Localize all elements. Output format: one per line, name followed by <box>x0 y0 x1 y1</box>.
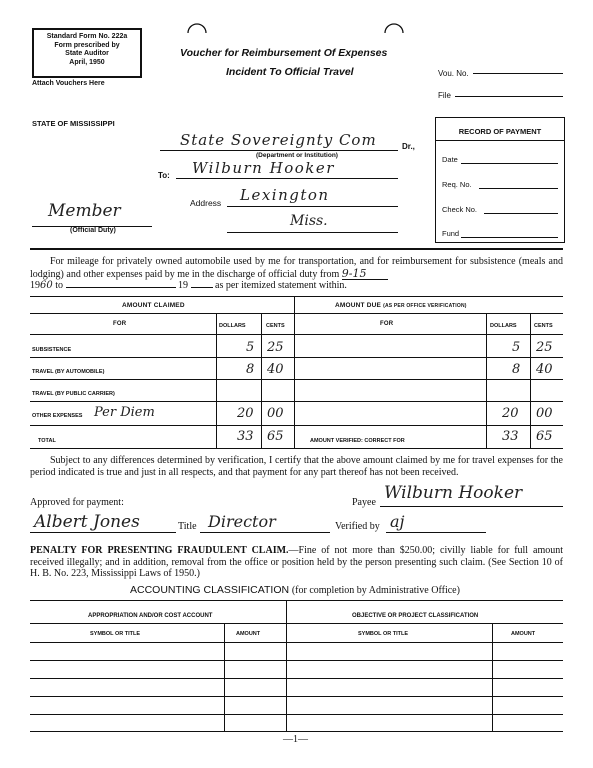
year-prefix: 19 <box>30 280 40 291</box>
title-field[interactable] <box>200 532 330 533</box>
accounting-row-2[interactable] <box>30 678 563 679</box>
due-dollars-header: DOLLARS <box>490 323 517 329</box>
payee-field[interactable] <box>380 506 563 507</box>
left-symbol-header: SYMBOL OR TITLE <box>90 631 141 637</box>
row-auto-dollars[interactable]: 8 <box>246 362 255 377</box>
record-req-label: Req. No. <box>442 180 472 189</box>
approver-field[interactable] <box>30 532 176 533</box>
record-req-field[interactable] <box>479 188 558 189</box>
left-amount-header: AMOUNT <box>236 631 261 637</box>
form-prescribed: Form prescribed by <box>54 41 120 49</box>
claimed-cents-header: CENTS <box>266 323 285 329</box>
approver-signature: Albert Jones <box>34 512 140 532</box>
amount-tables <box>30 296 563 449</box>
accounting-row-4[interactable] <box>30 714 563 715</box>
form-number: Standard Form No. 222a <box>46 33 128 40</box>
duty-value: Member <box>48 201 121 221</box>
form-date: April, 1950 <box>69 58 105 66</box>
title-label: Title <box>178 521 197 532</box>
due-total-dollars[interactable]: 33 <box>502 429 519 444</box>
due-subsistence-cents[interactable]: 25 <box>536 340 553 355</box>
to-field[interactable] <box>176 178 398 179</box>
address-value-2: Miss. <box>290 213 328 229</box>
vou-no-field[interactable] <box>473 73 563 74</box>
department-value: State Sovereignty Com <box>180 131 377 149</box>
to-date-field[interactable] <box>66 287 176 288</box>
penalty-body: —Fine of not more than $250.00; civilly liable for full amount received illegally; and in addition, removal from the office or position held by the person presenting such claim. (See Section 10 of H. B. No. 223, Mississippi Laws of 1950.) <box>30 545 564 579</box>
department-caption: (Department or Institution) <box>256 152 338 159</box>
state-label: STATE OF MISSISSIPPI <box>32 119 115 128</box>
claimed-dollars-header: DOLLARS <box>219 323 246 329</box>
address-label: Address <box>190 198 222 208</box>
punch-hole-right <box>383 21 405 35</box>
record-fund-field[interactable] <box>461 237 558 238</box>
address-field-1[interactable] <box>227 206 398 207</box>
to-value: Wilburn Hooker <box>192 159 335 177</box>
department-field[interactable] <box>160 150 398 151</box>
row-public-label: TRAVEL (BY PUBLIC CARRIER) <box>32 391 115 397</box>
due-auto-dollars[interactable]: 8 <box>512 362 521 377</box>
appropriation-header: APPROPRIATION AND/OR COST ACCOUNT <box>88 613 213 619</box>
row-total-dollars[interactable]: 33 <box>237 429 254 444</box>
separator <box>30 248 563 250</box>
penalty-paragraph <box>30 545 563 580</box>
year2: 19 <box>178 280 189 291</box>
due-cents-header: CENTS <box>534 323 553 329</box>
record-of-payment-box <box>435 117 565 243</box>
to-word: to <box>55 280 64 291</box>
year2-field[interactable] <box>191 287 213 288</box>
due-other-dollars[interactable]: 20 <box>502 406 519 421</box>
row-other-dollars[interactable]: 20 <box>237 406 254 421</box>
payee-label: Payee <box>352 497 376 508</box>
verified-by-label: Verified by <box>335 521 380 532</box>
due-for-header: FOR <box>380 321 394 327</box>
approved-label: Approved for payment: <box>30 497 124 508</box>
record-title: RECORD OF PAYMENT <box>458 127 542 136</box>
row-subsistence-label: SUBSISTENCE <box>32 347 72 353</box>
accounting-table <box>30 600 563 732</box>
from-date[interactable]: 9-15 <box>342 268 388 281</box>
record-date-field[interactable] <box>461 163 558 164</box>
claimed-heading: AMOUNT CLAIMED <box>122 302 185 309</box>
row-auto-label: TRAVEL (BY AUTOMOBILE) <box>32 369 105 375</box>
to-label: To: <box>158 171 170 180</box>
row-auto-cents[interactable]: 40 <box>267 362 284 377</box>
vou-no-label: Vou. No. <box>438 69 469 78</box>
verified-field[interactable] <box>386 532 486 533</box>
row-other-note: Per Diem <box>94 405 155 420</box>
row-other-cents[interactable]: 00 <box>267 406 284 421</box>
due-other-cents[interactable]: 00 <box>536 406 553 421</box>
due-auto-cents[interactable]: 40 <box>536 362 553 377</box>
address-value-1: Lexington <box>240 186 330 204</box>
title-line-1: Voucher for Reimbursement Of Expenses <box>180 47 388 59</box>
year-value[interactable]: 60 <box>40 280 53 291</box>
row-subsistence-cents[interactable]: 25 <box>267 340 284 355</box>
right-symbol-header: SYMBOL OR TITLE <box>358 631 409 637</box>
row-total-cents[interactable]: 65 <box>267 429 284 444</box>
due-total-cents[interactable]: 65 <box>536 429 553 444</box>
mileage-paragraph <box>30 256 563 292</box>
title-line-2: Incident To Official Travel <box>226 66 354 78</box>
payee-signature: Wilburn Hooker <box>384 483 523 503</box>
objective-header: OBJECTIVE OR PROJECT CLASSIFICATION <box>352 613 479 619</box>
record-check-label: Check No. <box>442 205 478 214</box>
accounting-title: ACCOUNTING CLASSIFICATION (for completion by Administrative Office) <box>130 584 460 596</box>
accounting-row-1[interactable] <box>30 660 563 661</box>
file-field[interactable] <box>455 96 563 97</box>
dr-label: Dr., <box>402 142 415 151</box>
right-amount-header: AMOUNT <box>511 631 536 637</box>
record-check-field[interactable] <box>484 213 558 214</box>
record-fund-label: Fund <box>442 229 460 238</box>
verified-correct-label: AMOUNT VERIFIED: CORRECT FOR <box>310 438 405 444</box>
row-total-label: TOTAL <box>38 438 56 444</box>
attach-vouchers: Attach Vouchers Here <box>32 80 105 87</box>
file-label: File <box>438 91 451 100</box>
due-heading: AMOUNT DUE (AS PER OFFICE VERIFICATION) <box>335 302 467 309</box>
punch-hole-left <box>186 21 208 35</box>
accounting-row-3[interactable] <box>30 696 563 697</box>
form-auditor: State Auditor <box>65 50 109 57</box>
mileage-text: For mileage for privately owned automobile used by me for transportation, and for reimbursement for subsistence (meals and lodging) and other expenses paid by me in the discharge of official duty from <box>30 256 563 280</box>
address-field-2[interactable] <box>227 232 398 233</box>
title-value: Director <box>208 512 276 531</box>
row-subsistence-dollars[interactable]: 5 <box>246 340 255 355</box>
row-other-label: OTHER EXPENSES <box>32 413 83 419</box>
record-date-label: Date <box>442 155 458 164</box>
due-subsistence-dollars[interactable]: 5 <box>512 340 521 355</box>
certification: Subject to any differences determined by verification, I certify that the above amount claimed by me for travel expenses for the period indicated is true and just in all respects, and that payment for any part thereof has not been received. <box>30 455 563 478</box>
mileage-tail: as per itemized statement within. <box>215 280 347 291</box>
duty-caption: (Official Duty) <box>70 227 116 234</box>
penalty-heading: PENALTY FOR PRESENTING FRAUDULENT CLAIM. <box>30 545 289 556</box>
form-box <box>32 28 142 78</box>
page-number: —1— <box>283 734 308 745</box>
verified-initials: aj <box>390 512 405 531</box>
claimed-for-header: FOR <box>113 321 127 327</box>
